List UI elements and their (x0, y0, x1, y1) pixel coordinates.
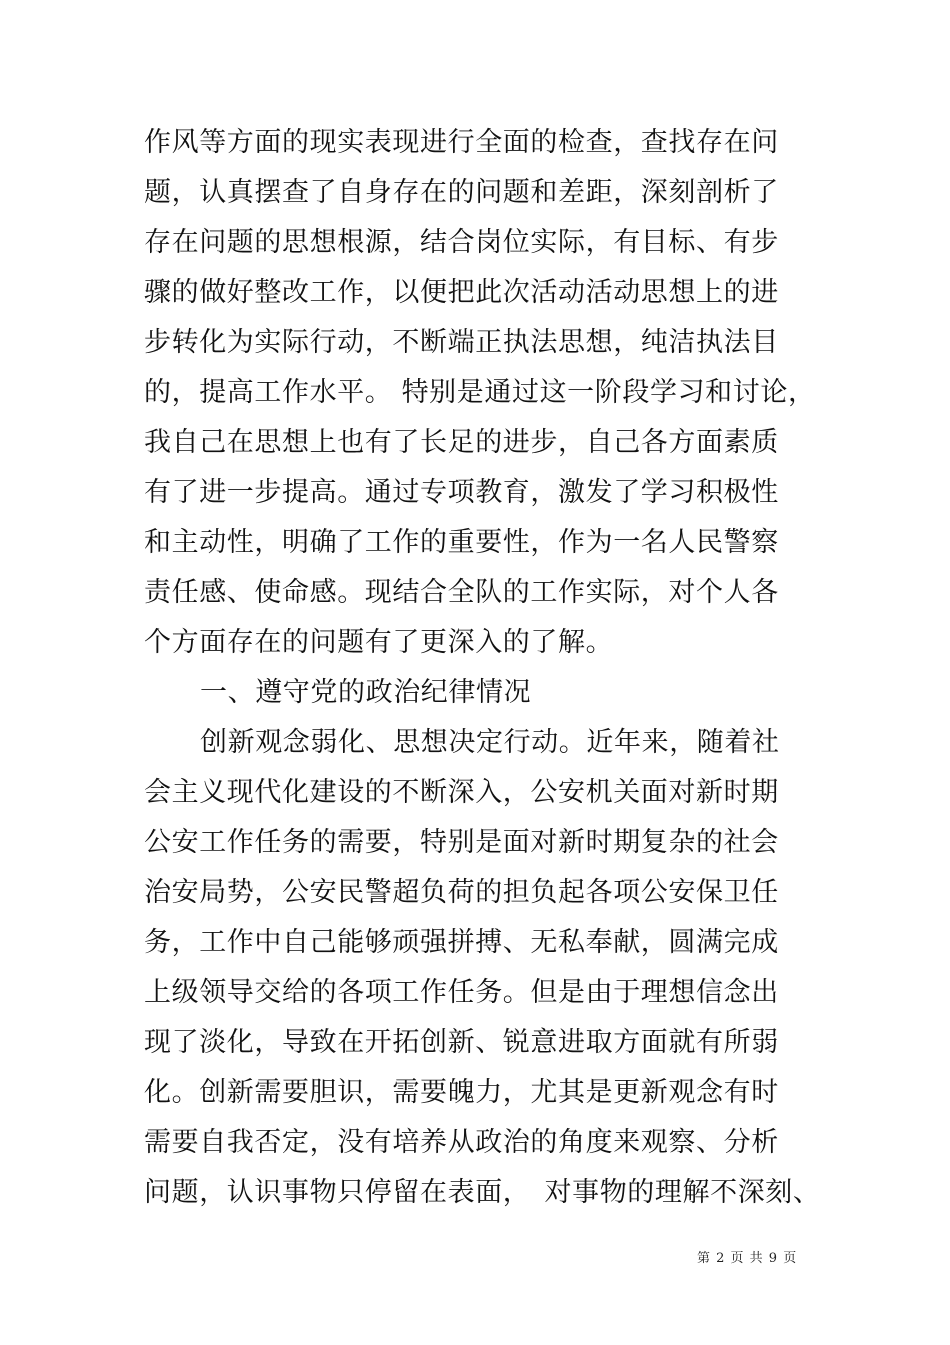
body-line: 现了淡化，导致在开拓创新、锐意进取方面就有所弱 (144, 1027, 779, 1058)
body-line: 化。创新需要胆识，需要魄力，尤其是更新观念有时 (144, 1077, 779, 1108)
body-line: 上级领导交给的各项工作任务。但是由于理想信念出 (144, 977, 779, 1008)
body-line: 治安局势，公安民警超负荷的担负起各项公安保卫任 (144, 877, 779, 908)
body-line: 我自己在思想上也有了长足的进步，自己各方面素质 (144, 427, 779, 458)
body-line: 步转化为实际行动，不断端正执法思想，纯洁执法目 (144, 327, 779, 358)
body-line: 存在问题的思想根源，结合岗位实际，有目标、有步 (144, 227, 779, 258)
body-line: 题，认真摆查了自身存在的问题和差距，深刻剖析了 (144, 177, 779, 208)
body-line: 和主动性，明确了工作的重要性，作为一名人民警察 (144, 527, 779, 558)
body-line: 公安工作任务的需要，特别是面对新时期复杂的社会 (144, 827, 779, 858)
body-line: 会主义现代化建设的不断深入，公安机关面对新时期 (144, 777, 779, 808)
body-line: 需要自我否定，没有培养从政治的角度来观察、分析 (144, 1127, 779, 1158)
body-line: 的，提高工作水平。 特别是通过这一阶段学习和讨论， (144, 377, 816, 408)
page-number-footer: 第 2 页 共 9 页 (697, 1251, 798, 1266)
body-line: 有了进一步提高。通过专项教育，激发了学习积极性 (144, 477, 779, 508)
body-line: 作风等方面的现实表现进行全面的检查，查找存在问 (144, 127, 779, 158)
paragraph-first-line: 创新观念弱化、思想决定行动。近年来，随着社 (200, 727, 780, 758)
body-line: 务，工作中自己能够顽强拼搏、无私奉献，圆满完成 (144, 927, 779, 958)
body-line: 问题，认识事物只停留在表面， 对事物的理解不深刻、 (144, 1177, 821, 1208)
body-line: 骤的做好整改工作，以便把此次活动活动思想上的进 (144, 277, 779, 308)
body-line: 责任感、使命感。现结合全队的工作实际，对个人各 (144, 577, 779, 608)
section-heading: 一、遵守党的政治纪律情况 (200, 677, 532, 708)
body-line: 个方面存在的问题有了更深入的了解。 (144, 627, 614, 658)
